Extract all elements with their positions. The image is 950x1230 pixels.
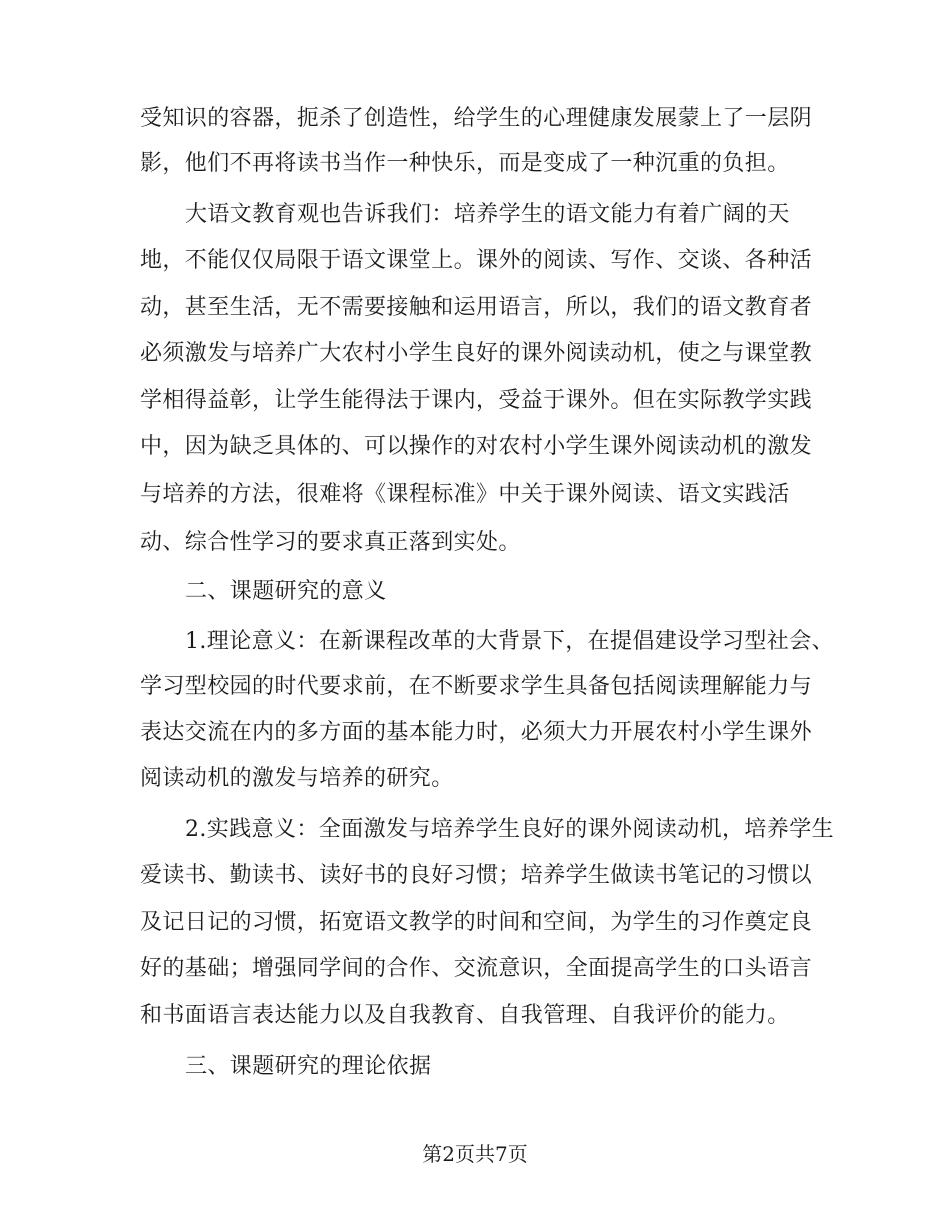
text-line: 影，他们不再将读书当作一种快乐，而是变成了一种沉重的负担。: [140, 151, 790, 176]
text-line: 阅读动机的激发与培养的研究。: [140, 766, 454, 791]
section-heading: 三、课题研究的理论依据: [185, 1054, 432, 1079]
text-line: 及记日记的习惯，拓宽语文教学的时间和空间，为学生的习作奠定良: [140, 910, 813, 935]
text-line: 大语文教育观也告诉我们：培养学生的语文能力有着广阔的天: [185, 202, 790, 227]
section-heading: 二、课题研究的意义: [185, 579, 387, 604]
text-line: 2.实践意义：全面激发与培养学生良好的课外阅读动机，培养学生: [185, 817, 834, 842]
text-line: 地，不能仅仅局限于语文课堂上。课外的阅读、写作、交谈、各种活: [140, 248, 813, 273]
text-line: 爱读书、勤读书、读好书的良好习惯；培养学生做读书笔记的习惯以: [140, 863, 813, 888]
text-line: 学相得益彰，让学生能得法于课内，受益于课外。但在实际教学实践: [140, 388, 813, 413]
text-line: 受知识的容器，扼杀了创造性，给学生的心理健康发展蒙上了一层阴: [140, 106, 813, 131]
text-line: 好的基础；增强同学间的合作、交流意识，全面提高学生的口头语言: [140, 956, 813, 981]
text-line: 必须激发与培养广大农村小学生良好的课外阅读动机，使之与课堂教: [140, 341, 813, 366]
text-line: 与培养的方法，很难将《课程标准》中关于课外阅读、语文实践活: [140, 482, 790, 507]
page-footer: 第2页共7页: [422, 1142, 528, 1166]
text-line: 中，因为缺乏具体的、可以操作的对农村小学生课外阅读动机的激发: [140, 434, 813, 459]
text-line: 学习型校园的时代要求前，在不断要求学生具备包括阅读理解能力与: [140, 674, 813, 699]
text-line: 表达交流在内的多方面的基本能力时，必须大力开展农村小学生课外: [140, 720, 813, 745]
text-line: 1.理论意义：在新课程改革的大背景下，在提倡建设学习型社会、: [185, 629, 834, 654]
text-line: 和书面语言表达能力以及自我教育、自我管理、自我评价的能力。: [140, 1003, 790, 1028]
text-line: 动、综合性学习的要求真正落到实处。: [140, 530, 521, 555]
text-line: 动，甚至生活，无不需要接触和运用语言，所以，我们的语文教育者: [140, 295, 813, 320]
